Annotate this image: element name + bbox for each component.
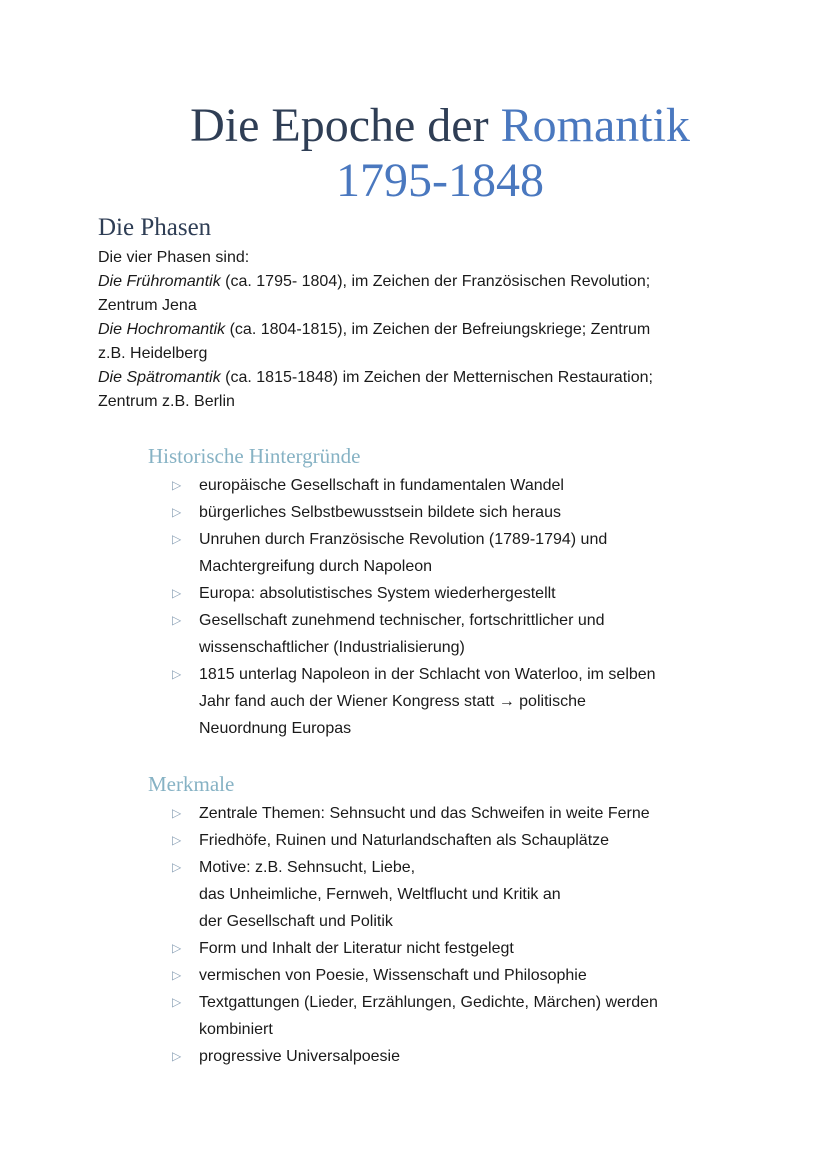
- triangle-right-outline-icon: ▷: [172, 478, 182, 492]
- historisch-list: [172, 472, 752, 742]
- list-item: [172, 827, 752, 854]
- list-item-text: Textgattungen (Lieder, Erzählungen, Gedichte, Märchen) werden: [199, 994, 658, 1011]
- list-item: [172, 661, 752, 742]
- triangle-right-outline-icon: ▷: [172, 613, 182, 627]
- list-item: [172, 1043, 752, 1070]
- phase-item: [98, 366, 748, 414]
- list-item-text: progressive Universalpoesie: [199, 1048, 400, 1065]
- phase-name: Die Hochromantik: [98, 321, 226, 338]
- list-item-text: Neuordnung Europas: [199, 720, 352, 737]
- list-item: [172, 499, 752, 526]
- phase-desc-cont: z.B. Heidelberg: [98, 345, 208, 362]
- triangle-right-outline-icon: ▷: [172, 1049, 182, 1063]
- phase-name: Die Frühromantik: [98, 273, 221, 290]
- phase-desc-cont: Zentrum Jena: [98, 297, 197, 314]
- list-item: [172, 989, 752, 1043]
- title-years: 1795-1848: [336, 154, 544, 207]
- list-item-text: das Unheimliche, Fernweh, Weltflucht und Kritik an: [199, 886, 561, 903]
- list-item: [172, 526, 752, 580]
- list-item: [172, 580, 752, 607]
- historisch-heading: Historische Hintergründe: [148, 444, 361, 468]
- list-item-text: Europa: absolutistisches System wiederhergestellt: [199, 585, 556, 602]
- list-item: [172, 962, 752, 989]
- list-item-text: Zentrale Themen: Sehnsucht und das Schweifen in weite Ferne: [199, 805, 650, 822]
- list-item-text: Form und Inhalt der Literatur nicht festgelegt: [199, 940, 514, 957]
- list-item-text: wissenschaftlicher (Industrialisierung): [199, 639, 465, 656]
- list-item-text: kombiniert: [199, 1021, 273, 1038]
- phase-desc: (ca. 1815-1848) im Zeichen der Metternischen Restauration;: [220, 369, 653, 386]
- triangle-right-outline-icon: ▷: [172, 667, 182, 681]
- triangle-right-outline-icon: ▷: [172, 860, 182, 874]
- list-item: [172, 800, 752, 827]
- list-item-text: Friedhöfe, Ruinen und Naturlandschaften als Schauplätze: [199, 832, 610, 849]
- list-item-text: vermischen von Poesie, Wissenschaft und Philosophie: [199, 967, 587, 984]
- triangle-right-outline-icon: ▷: [172, 806, 182, 820]
- list-item: [172, 935, 752, 962]
- phasen-intro: Die vier Phasen sind:: [98, 249, 250, 266]
- merkmale-list: [172, 800, 752, 1070]
- phase-desc: (ca. 1804-1815), im Zeichen der Befreiungskriege; Zentrum: [225, 321, 651, 338]
- phase-item: [98, 318, 748, 366]
- list-item-text: Machtergreifung durch Napoleon: [199, 558, 433, 575]
- phase-desc-cont: Zentrum z.B. Berlin: [98, 393, 235, 410]
- triangle-right-outline-icon: ▷: [172, 532, 182, 546]
- list-item-text: 1815 unterlag Napoleon in der Schlacht von Waterloo, im selben: [199, 666, 656, 683]
- phasen-heading: Die Phasen: [98, 214, 212, 241]
- list-item-text: Unruhen durch Französische Revolution (1789-1794) und: [199, 531, 608, 548]
- title-text: Die Epoche der: [190, 99, 501, 152]
- merkmale-heading: Merkmale: [148, 772, 235, 796]
- triangle-right-outline-icon: ▷: [172, 586, 182, 600]
- page-title: [100, 98, 780, 208]
- title-accent: Romantik: [500, 99, 690, 152]
- list-item-text: Motive: z.B. Sehnsucht, Liebe,: [199, 859, 416, 876]
- triangle-right-outline-icon: ▷: [172, 995, 182, 1009]
- triangle-right-outline-icon: ▷: [172, 968, 182, 982]
- triangle-right-outline-icon: ▷: [172, 505, 182, 519]
- triangle-right-outline-icon: ▷: [172, 941, 182, 955]
- phase-desc: (ca. 1795- 1804), im Zeichen der Französischen Revolution;: [220, 273, 651, 290]
- list-item-text: europäische Gesellschaft in fundamentalen Wandel: [199, 477, 564, 494]
- list-item: [172, 472, 752, 499]
- list-item-text: bürgerliches Selbstbewusstsein bildete sich heraus: [199, 504, 561, 521]
- list-item: [172, 607, 752, 661]
- list-item-text: der Gesellschaft und Politik: [199, 913, 393, 930]
- phase-item: [98, 270, 748, 318]
- list-item-text: Jahr fand auch der Wiener Kongress statt → politische: [199, 693, 586, 710]
- list-item: [172, 854, 752, 935]
- phasen-section: [98, 246, 748, 414]
- triangle-right-outline-icon: ▷: [172, 833, 182, 847]
- list-item-text: Gesellschaft zunehmend technischer, fortschrittlicher und: [199, 612, 605, 629]
- phase-name: Die Spätromantik: [98, 369, 221, 386]
